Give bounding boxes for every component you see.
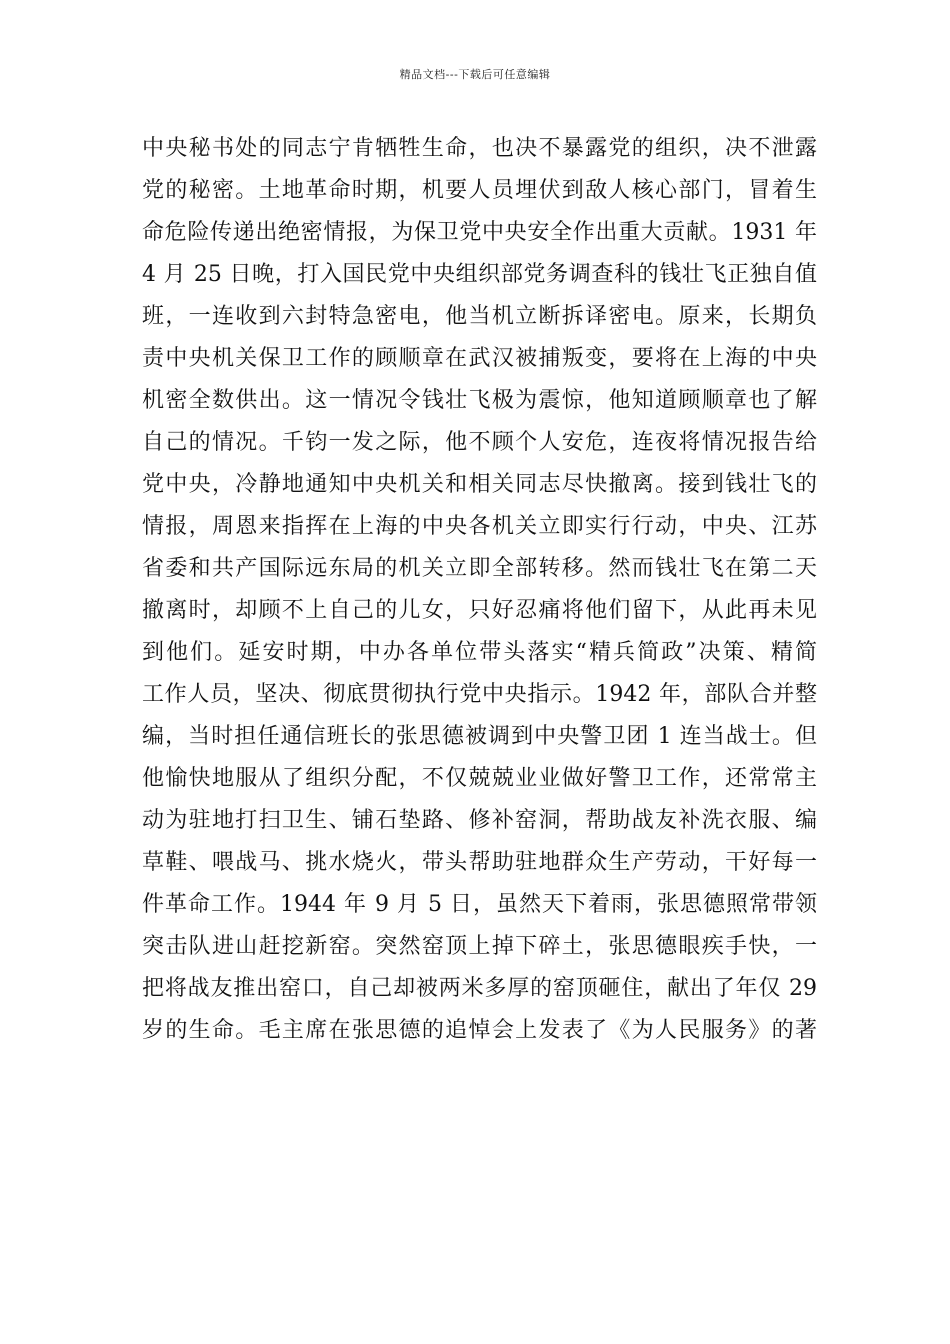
text-line: 情报，周恩来指挥在上海的中央各机关立即实行行动，中央、江苏	[142, 514, 817, 539]
text-line: 到他们。延安时期，中办各单位带头落实“精兵简政”决策、精简	[142, 640, 817, 665]
text-line: 把将战友推出窑口，自己却被两米多厚的窑顶砸住，献出了年仅 29	[142, 976, 817, 1001]
text-line: 自己的情况。千钧一发之际，他不顾个人安危，连夜将情况报告给	[142, 430, 817, 455]
text-line: 省委和共产国际远东局的机关立即全部转移。然而钱壮飞在第二天	[142, 556, 817, 581]
text-line: 4 月 25 日晚，打入国民党中央组织部党务调查科的钱壮飞正独自值	[142, 262, 817, 287]
text-line: 突击队进山赶挖新窑。突然窑顶上掉下碎土，张思德眼疾手快，一	[142, 934, 817, 959]
text-line: 撤离时，却顾不上自己的儿女，只好忍痛将他们留下，从此再未见	[142, 598, 817, 623]
text-line: 工作人员，坚决、彻底贯彻执行党中央指示。1942 年，部队合并整	[142, 682, 817, 707]
text-line: 编，当时担任通信班长的张思德被调到中央警卫团 1 连当战士。但	[142, 724, 817, 749]
text-line: 他愉快地服从了组织分配，不仅兢兢业业做好警卫工作，还常常主	[142, 766, 817, 791]
body-paragraph	[142, 128, 817, 1052]
text-line: 党中央，冷静地通知中央机关和相关同志尽快撤离。接到钱壮飞的	[142, 472, 817, 497]
text-line: 动为驻地打扫卫生、铺石垫路、修补窑洞，帮助战友补洗衣服、编	[142, 808, 817, 833]
text-line: 命危险传递出绝密情报，为保卫党中央安全作出重大贡献。1931 年	[142, 220, 817, 245]
text-line: 岁的生命。毛主席在张思德的追悼会上发表了《为人民服务》的著	[142, 1018, 817, 1043]
text-line: 中央秘书处的同志宁肯牺牲生命，也决不暴露党的组织，决不泄露	[142, 136, 817, 161]
text-line: 草鞋、喂战马、挑水烧火，带头帮助驻地群众生产劳动，干好每一	[142, 850, 817, 875]
text-line: 班，一连收到六封特急密电，他当机立断拆译密电。原来，长期负	[142, 304, 817, 329]
page-header: 精品文档---下载后可任意编辑	[399, 68, 551, 81]
text-line: 机密全数供出。这一情况令钱壮飞极为震惊，他知道顾顺章也了解	[142, 388, 817, 413]
text-line: 责中央机关保卫工作的顾顺章在武汉被捕叛变，要将在上海的中央	[142, 346, 817, 371]
text-line: 件革命工作。1944 年 9 月 5 日，虽然天下着雨，张思德照常带领	[142, 892, 817, 917]
text-line: 党的秘密。土地革命时期，机要人员埋伏到敌人核心部门，冒着生	[142, 178, 817, 203]
